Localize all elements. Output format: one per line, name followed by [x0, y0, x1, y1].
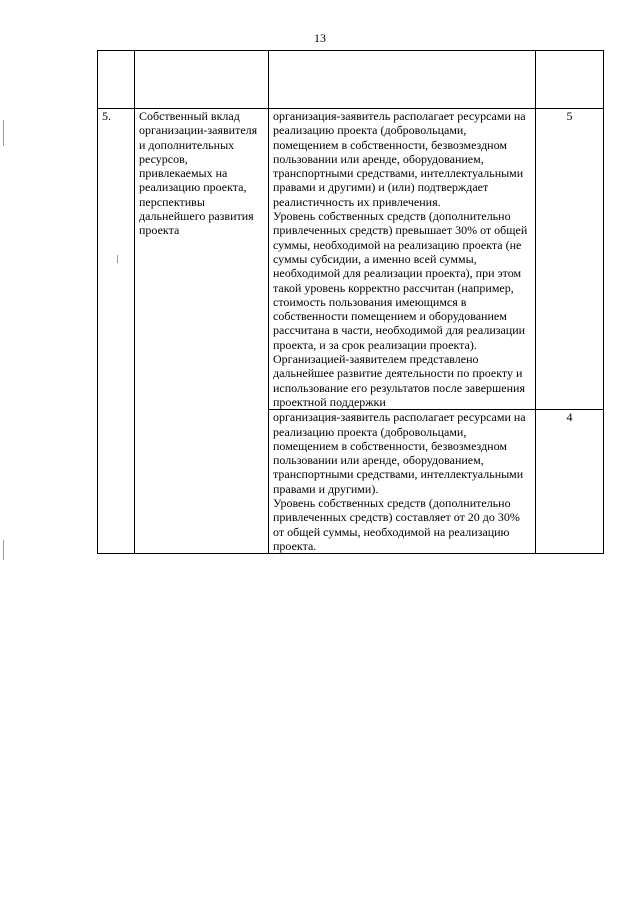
description-paragraph: Организацией-заявителем представлено дальнейшее развитие деятельности по проекту и использование его результатов после завершения проектной поддержки — [273, 352, 525, 409]
description-cell — [269, 51, 536, 109]
page-number: 13 — [314, 31, 326, 45]
description-cell — [269, 410, 536, 554]
criterion-number: 5. — [98, 109, 135, 554]
criterion-title: Собственный вклад организации-заявителя и дополнительных ресурсов, привлекаемых на реализацию проекта, перспективы дальнейшего развития проекта — [135, 109, 269, 554]
criteria-table — [97, 50, 604, 554]
criterion-cell — [135, 51, 269, 109]
scan-artifact — [3, 540, 4, 560]
scan-artifact — [3, 120, 4, 146]
number-cell — [98, 51, 135, 109]
score-cell — [536, 51, 604, 109]
description-paragraph: Уровень собственных средств (дополнительно привлеченных средств) составляет от 20 до 30% от общей суммы, необходимой на реализацию проекта. — [273, 496, 520, 553]
description-cell — [269, 109, 536, 410]
description-paragraph: Уровень собственных средств (дополнительно привлеченных средств) превышает 30% от общей суммы, необходимой на реализацию проекта (не суммы субсидии, а именно всей суммы, необходимой для реализации проекта), при этом такой уровень корректно рассчитан (например, стоимость пользования имеющимся в собственности помещением и оборудованием рассчитана в части, необходимой для реализации проекта, и за срок реализации проекта). — [273, 209, 528, 352]
description-paragraph: организация-заявитель располагает ресурсами на реализацию проекта (добровольцами, помещением в собственности, безвозмездном пользовании или аренде, оборудованием, транспортными средствами, интеллектуальными правами и другими). — [273, 410, 526, 496]
scan-artifact — [117, 255, 118, 263]
description-paragraph: организация-заявитель располагает ресурсами на реализацию проекта (добровольцами, помещением в собственности, безвозмездном пользовании или аренде, оборудованием, транспортными средствами, интеллектуальными правами и другими) и (или) подтверждает реалистичность их привлечения. — [273, 109, 526, 209]
score-value: 4 — [536, 410, 604, 554]
score-value: 5 — [536, 109, 604, 410]
table-row-continuation — [98, 51, 604, 109]
table-row-criterion-5 — [98, 109, 604, 410]
